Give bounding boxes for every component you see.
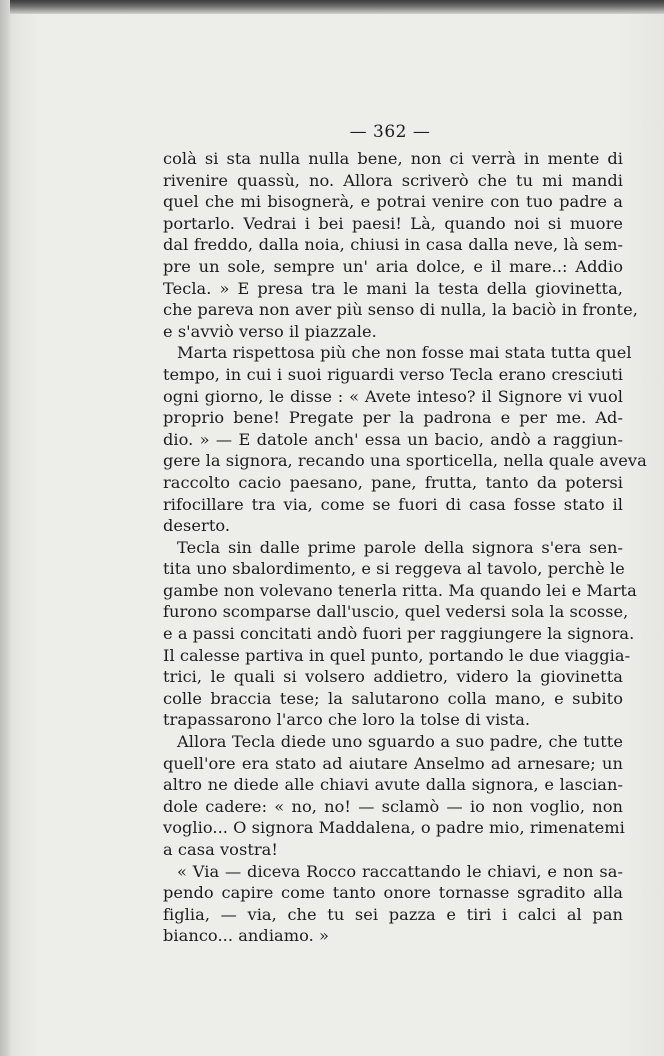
- text-line: altro ne diede alle chiavi avute dalla signora, e lascian-: [163, 775, 623, 795]
- text-line: e s'avviò verso il piazzale.: [163, 321, 377, 341]
- text-line: portarlo. Vedrai i bei paesi! Là, quando noi si muore: [163, 213, 623, 233]
- text-line: dal freddo, dalla noia, chiusi in casa dalla neve, là sem-: [163, 235, 623, 255]
- text-line: rifocillare tra via, come se fuori di casa fosse stato il: [163, 494, 623, 514]
- text-line: colle braccia tese; la salutarono colla mano, e subito: [163, 688, 623, 708]
- text-line: Tecla. » E presa tra le mani la testa della giovinetta,: [163, 278, 623, 298]
- text-line: Allora Tecla diede uno sguardo a suo padre, che tutte: [177, 732, 623, 752]
- page-number: [0, 122, 664, 142]
- text-line: ogni giorno, le disse : « Avete inteso? il Signore vi vuol: [163, 386, 623, 406]
- text-line: deserto.: [163, 516, 231, 536]
- body-text: [163, 148, 647, 947]
- text-line: raccolto cacio paesano, pane, frutta, tanto da potersi: [163, 472, 623, 492]
- text-line: quel che mi bisognerà, e potrai venire con tuo padre a: [163, 192, 623, 212]
- text-line: rivenire quassù, no. Allora scriverò che tu mi mandi: [163, 170, 623, 190]
- text-line: pre un sole, sempre un' aria dolce, e il mare..: Addio: [163, 256, 623, 276]
- text-line: gere la signora, recando una sporticella, nella quale aveva: [163, 451, 647, 471]
- text-line: trici, le quali si volsero addietro, videro la giovinetta: [163, 667, 623, 687]
- text-line: « Via — diceva Rocco raccattando le chiavi, e non sa-: [177, 861, 623, 881]
- scan-left-edge: [0, 0, 10, 1056]
- text-line: trapassarono l'arco che loro la tolse di vista.: [163, 710, 531, 730]
- text-line: bianco... andiamo. »: [163, 926, 329, 946]
- text-line: quell'ore era stato ad aiutare Anselmo ad arnesare; un: [163, 753, 623, 773]
- text-line: proprio bene! Pregate per la padrona e per me. Ad-: [163, 408, 623, 428]
- text-line: Marta rispettosa più che non fosse mai stata tutta quel: [177, 343, 632, 363]
- text-line: che pareva non aver più senso di nulla, la baciò in fronte,: [163, 300, 638, 320]
- text-line: a casa vostra!: [163, 840, 278, 859]
- text-line: e a passi concitati andò fuori per raggiungere la signora.: [163, 624, 635, 644]
- text-line: gambe non volevano tenerla ritta. Ma quando lei e Marta: [163, 580, 637, 600]
- text-line: Tecla sin dalle prime parole della signora s'era sen-: [177, 537, 623, 557]
- text-line: colà si sta nulla nulla bene, non ci verrà in mente di: [163, 149, 623, 168]
- text-line: furono scomparse dall'uscio, quel vedersi sola la scosse,: [163, 602, 629, 622]
- text-line: Il calesse partiva in quel punto, portando le due viaggia-: [163, 645, 631, 665]
- text-line: pendo capire come tanto onore tornasse sgradito alla: [163, 883, 623, 903]
- text-line: tita uno sbalordimento, e si reggeva al tavolo, perchè le: [163, 559, 625, 579]
- text-line: dio. » — E datole anch' essa un bacio, andò a raggiun-: [163, 429, 623, 449]
- text-line: dole cadere: « no, no! — sclamò — io non voglio, non: [163, 796, 623, 816]
- scan-top-edge: [0, 0, 664, 14]
- page-number-text: — 362 —: [349, 122, 431, 142]
- text-line: tempo, in cui i suoi riguardi verso Tecla erano cresciuti: [163, 364, 623, 384]
- text-line: figlia, — via, che tu sei pazza e tiri i calci al pan: [163, 904, 623, 924]
- text-line: voglio... O signora Maddalena, o padre mio, rimenatemi: [163, 818, 625, 838]
